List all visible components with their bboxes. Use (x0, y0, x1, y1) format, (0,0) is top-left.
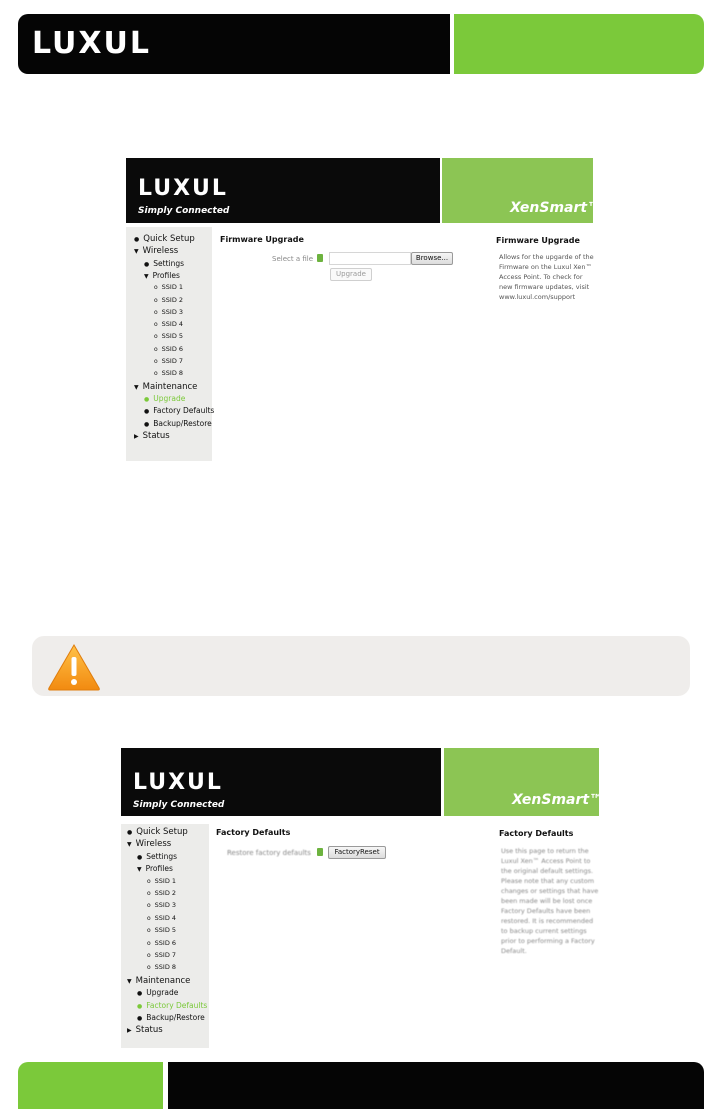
sidebar-item-profiles[interactable] (137, 864, 173, 873)
page-title: Factory Defaults (216, 828, 291, 837)
bottom-banner (18, 1062, 704, 1109)
sidebar-item-ssid-1[interactable] (147, 877, 176, 885)
sidebar-item-settings[interactable] (137, 852, 177, 861)
bullet-icon: o (147, 927, 151, 935)
sidebar-item-backup-restore[interactable] (144, 419, 212, 428)
sidebar-item-label: Settings (146, 851, 178, 861)
sidebar-item-quick-setup[interactable] (134, 234, 195, 244)
bullet-icon: ● (144, 408, 150, 416)
help-text (499, 252, 617, 302)
factory-defaults-screenshot (121, 748, 613, 1048)
bullet-icon: ● (137, 853, 143, 861)
sidebar-item-label: Factory Defaults (146, 1000, 208, 1010)
help-line: Allows for the upgarde of the (499, 253, 594, 261)
screenshot-header-green (442, 158, 602, 223)
bullet-icon: o (154, 333, 158, 341)
screenshot-header-green (444, 748, 604, 816)
sidebar-item-label: Profiles (152, 270, 180, 280)
sidebar-item-ssid-6[interactable] (147, 939, 176, 947)
help-line: Default. (501, 947, 527, 955)
bullet-icon: o (147, 877, 151, 885)
sidebar-item-label: SSID 5 (154, 926, 177, 935)
top-banner (18, 14, 704, 74)
sidebar-menu (126, 227, 215, 461)
sidebar-item-label: SSID 6 (161, 344, 184, 353)
upgrade-button[interactable]: Upgrade (330, 268, 372, 281)
bullet-icon: ● (144, 395, 150, 403)
bullet-icon: ▼ (134, 248, 139, 256)
xensmart-brand: XenSmart™ (512, 792, 604, 808)
help-line: Please note that any custom (501, 877, 595, 885)
help-line: Access Point. To check for (499, 273, 583, 281)
sidebar-item-quick-setup[interactable] (127, 827, 188, 837)
bullet-icon: ▼ (137, 866, 142, 874)
bottom-banner-green (18, 1062, 163, 1109)
sidebar-item-ssid-7[interactable] (147, 951, 176, 959)
sidebar-item-label: SSID 5 (161, 332, 184, 341)
sidebar-item-wireless[interactable] (134, 246, 178, 256)
sidebar-item-upgrade[interactable] (144, 394, 185, 403)
sidebar-item-ssid-5[interactable] (154, 332, 183, 340)
bullet-icon: o (154, 358, 158, 365)
sidebar-item-factory-defaults[interactable] (144, 406, 214, 415)
bullet-icon: o (147, 890, 151, 897)
help-text (501, 846, 613, 956)
help-line: Firmware on the Luxul Xen™ (499, 263, 592, 271)
bullet-icon: ● (137, 1002, 143, 1010)
luxul-logo: LUXUL (32, 26, 152, 61)
sidebar-item-ssid-4[interactable] (154, 320, 183, 328)
firmware-upgrade-screenshot (126, 158, 616, 461)
bullet-icon: ▼ (144, 272, 149, 280)
sidebar-item-label: SSID 7 (161, 357, 184, 365)
bullet-icon: o (154, 296, 158, 304)
sidebar-item-ssid-2[interactable] (154, 296, 183, 304)
sidebar-item-label: SSID 6 (154, 938, 177, 947)
sidebar-item-ssid-5[interactable] (147, 926, 176, 934)
bullet-icon: ● (144, 260, 150, 268)
sidebar-item-label: SSID 8 (154, 963, 177, 972)
sidebar-item-label: SSID 3 (161, 307, 184, 316)
help-line: changes or settings that have (501, 887, 599, 895)
warning-icon (46, 642, 102, 692)
bullet-icon: ▼ (134, 383, 139, 391)
sidebar-item-ssid-2[interactable] (147, 889, 176, 897)
sidebar-item-label: Upgrade (153, 393, 186, 403)
sidebar-item-label: SSID 3 (154, 901, 177, 910)
sidebar-item-label: Quick Setup (143, 234, 195, 244)
sidebar-item-label: SSID 2 (161, 295, 184, 304)
bullet-icon: ● (127, 829, 133, 836)
page-title: Firmware Upgrade (220, 235, 304, 244)
bullet-icon: ● (144, 420, 150, 428)
sidebar-item-label: Backup/Restore (153, 418, 212, 428)
help-line: Use this page to return the (501, 847, 589, 855)
browse-button[interactable]: Browse... (411, 252, 453, 265)
bullet-icon: o (147, 939, 151, 947)
sidebar-item-label: Maintenance (142, 381, 198, 392)
sidebar-item-factory-defaults[interactable] (137, 1001, 207, 1010)
sidebar-item-label: Profiles (145, 864, 173, 874)
sidebar-item-ssid-1[interactable] (154, 283, 183, 291)
tagline: Simply Connected (133, 800, 225, 810)
sidebar-item-label: SSID 2 (154, 889, 177, 897)
sidebar-item-ssid-8[interactable] (147, 963, 176, 971)
help-icon[interactable] (317, 254, 323, 262)
sidebar-item-label: SSID 4 (154, 913, 177, 922)
factory-reset-button[interactable]: FactoryReset (328, 846, 386, 859)
bullet-icon: o (154, 284, 158, 292)
sidebar-item-label: SSID 4 (161, 320, 184, 329)
bullet-icon: ● (134, 236, 140, 243)
help-title: Firmware Upgrade (496, 236, 580, 245)
top-banner-dark (18, 14, 450, 74)
sidebar-item-label: SSID 1 (161, 283, 184, 292)
help-line: prior to performing a Factory (501, 937, 595, 945)
bullet-icon: ● (137, 990, 143, 998)
sidebar-item-ssid-3[interactable] (147, 901, 176, 909)
screenshot-header-dark (121, 748, 441, 816)
sidebar-item-ssid-4[interactable] (147, 914, 176, 922)
bullet-icon: o (154, 308, 158, 316)
sidebar-item-label: Backup/Restore (146, 1013, 205, 1022)
help-title: Factory Defaults (499, 829, 574, 838)
bullet-icon: ▼ (127, 841, 132, 849)
sidebar-item-upgrade[interactable] (137, 988, 178, 997)
file-path-input[interactable] (329, 252, 411, 265)
sidebar-item-status[interactable] (134, 431, 170, 441)
bullet-icon: o (147, 952, 151, 959)
sidebar-item-ssid-7[interactable] (154, 357, 183, 365)
sidebar-item-label: SSID 7 (154, 951, 177, 959)
sidebar-item-backup-restore[interactable] (137, 1013, 205, 1022)
help-line: Factory Defaults have been (501, 907, 591, 915)
bullet-icon: o (147, 902, 151, 910)
top-banner-green (454, 14, 704, 74)
help-icon[interactable] (317, 848, 323, 856)
sidebar-item-label: Status (142, 430, 170, 441)
sidebar-item-label: Wireless (135, 839, 172, 850)
bullet-icon: o (147, 964, 151, 972)
bullet-icon: o (147, 914, 151, 922)
bullet-icon: o (154, 321, 158, 329)
bullet-icon: ▶ (127, 1027, 132, 1035)
sidebar-item-label: Quick Setup (136, 827, 188, 837)
warning-callout (32, 636, 690, 696)
sidebar-item-profiles[interactable] (144, 271, 180, 280)
sidebar-item-settings[interactable] (144, 259, 184, 268)
help-line: www.luxul.com/support (499, 293, 576, 301)
sidebar-item-ssid-8[interactable] (154, 369, 183, 377)
bullet-icon: o (154, 370, 158, 378)
sidebar-item-label: Settings (153, 258, 185, 268)
sidebar-item-label: Wireless (142, 246, 179, 257)
screenshot-header-dark (126, 158, 440, 223)
sidebar-item-ssid-6[interactable] (154, 345, 183, 353)
sidebar-item-label: SSID 1 (154, 876, 177, 885)
xensmart-brand: XenSmart™ (510, 200, 602, 216)
sidebar-item-status[interactable] (127, 1025, 163, 1035)
bottom-banner-dark (168, 1062, 704, 1109)
select-file-label: Select a file (272, 255, 313, 263)
help-line: new firmware updates, visit (499, 283, 590, 291)
sidebar-item-maintenance[interactable] (134, 382, 197, 392)
sidebar-item-label: SSID 8 (161, 369, 184, 378)
luxul-logo: LUXUL (138, 176, 228, 201)
help-line: restored. It is recommended (501, 917, 594, 925)
help-line: Luxul Xen™ Access Point to (501, 857, 591, 865)
sidebar-item-label: Maintenance (135, 975, 191, 986)
sidebar-item-label: Factory Defaults (153, 406, 215, 416)
tagline: Simply Connected (138, 206, 230, 216)
restore-defaults-label: Restore factory defaults (227, 849, 311, 857)
luxul-logo: LUXUL (133, 770, 223, 795)
sidebar-menu (121, 824, 209, 1048)
help-line: been made will be lost once (501, 897, 593, 905)
bullet-icon: ● (137, 1015, 143, 1022)
sidebar-item-ssid-3[interactable] (154, 308, 183, 316)
sidebar-item-label: Upgrade (146, 988, 179, 998)
help-line: the original default settings. (501, 867, 594, 875)
bullet-icon: o (154, 345, 158, 353)
sidebar-item-wireless[interactable] (127, 839, 171, 849)
bullet-icon: ▼ (127, 977, 132, 985)
help-line: to backup current settings (501, 927, 587, 935)
sidebar-item-label: Status (135, 1025, 163, 1036)
bullet-icon: ▶ (134, 432, 139, 440)
sidebar-item-maintenance[interactable] (127, 976, 190, 986)
